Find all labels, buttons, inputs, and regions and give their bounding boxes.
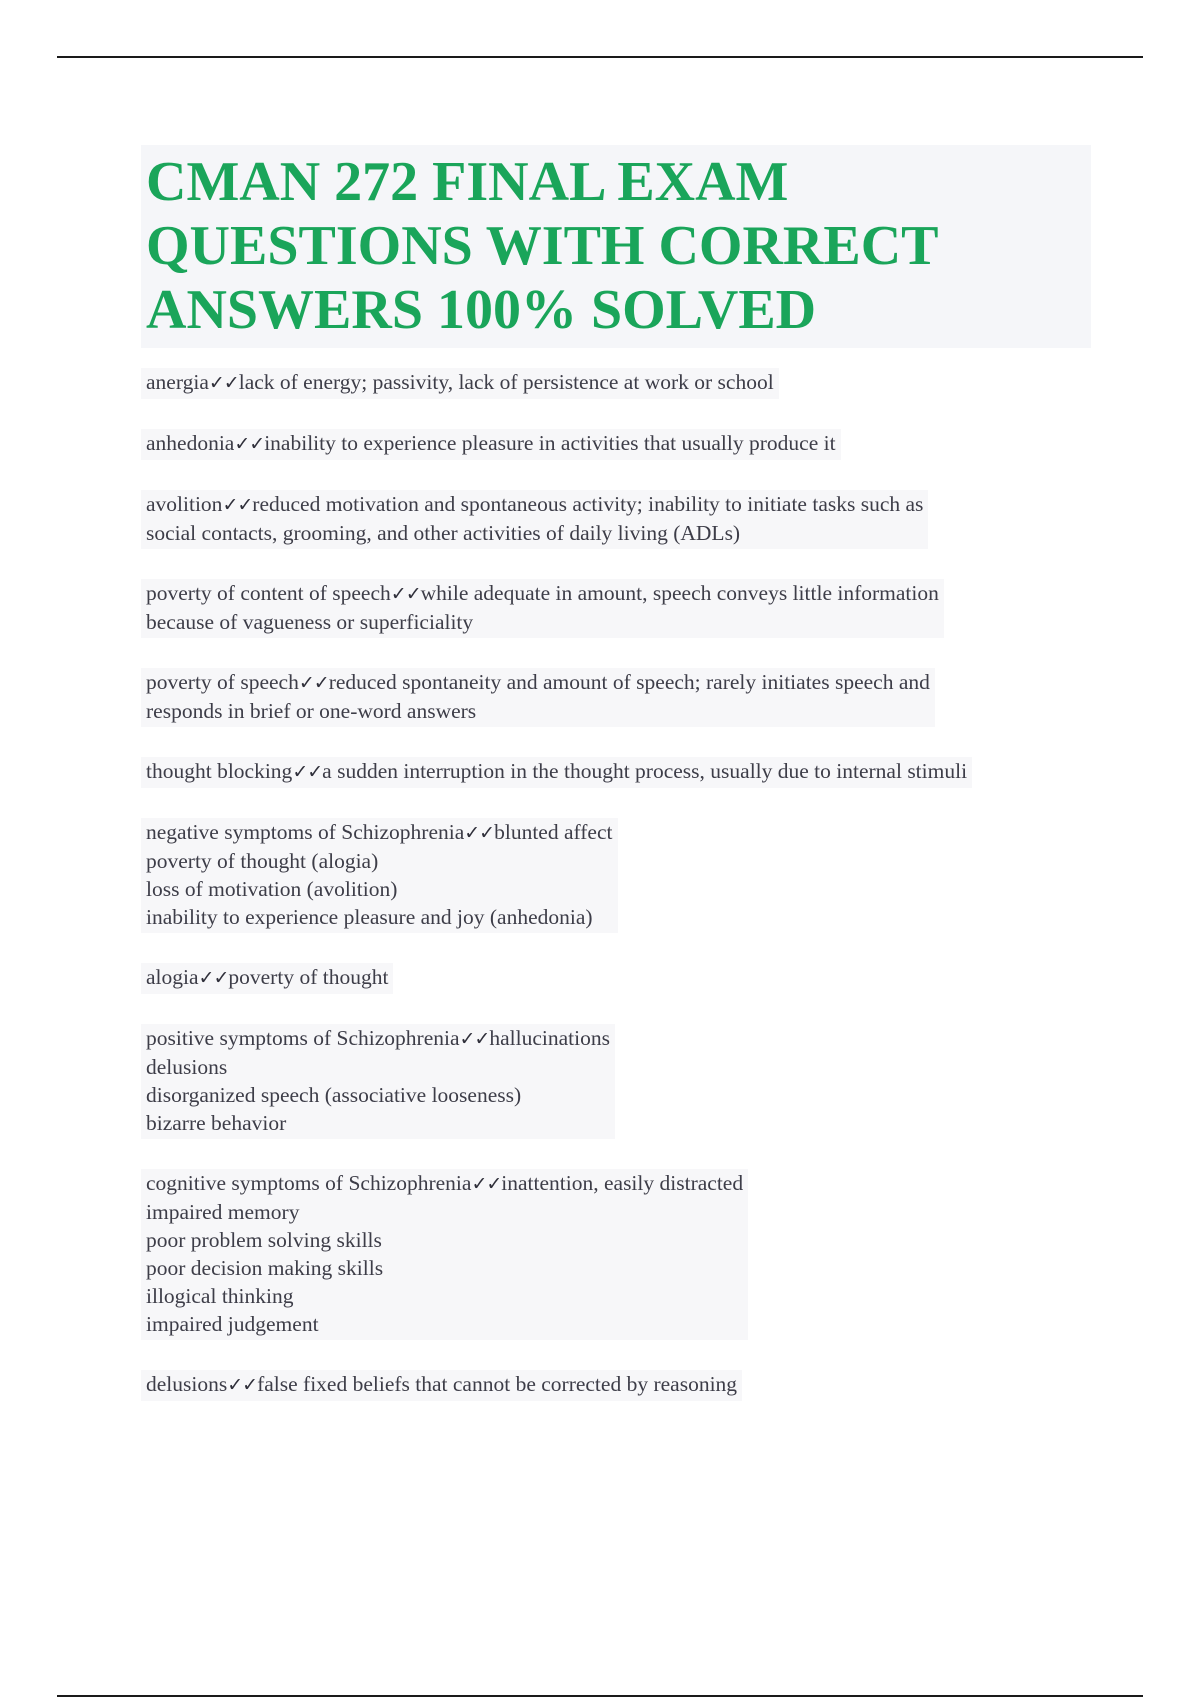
entry-answer: while adequate in amount, speech conveys little information because of vagueness or superficiality xyxy=(146,581,939,634)
entry-answer: poverty of thought xyxy=(228,965,389,989)
flashcard-entry xyxy=(141,1024,615,1139)
flashcard-entry xyxy=(141,963,393,994)
double-check-icon: ✓✓ xyxy=(234,433,265,455)
flashcard-entry xyxy=(141,368,779,399)
entry-answer: reduced spontaneity and amount of speech; rarely initiates speech and responds in brief or one-word answers xyxy=(146,670,930,723)
entry-answer: blunted affect poverty of thought (alogia) loss of motivation (avolition) inability to experience pleasure and joy (anhedonia) xyxy=(146,820,613,929)
flashcard-list xyxy=(141,368,1141,1431)
flashcard-entry xyxy=(141,490,928,549)
bottom-rule xyxy=(57,1695,1143,1697)
double-check-icon: ✓✓ xyxy=(471,1173,502,1195)
entry-term: alogia xyxy=(146,965,199,989)
flashcard-entry xyxy=(141,668,935,727)
entry-answer: inability to experience pleasure in activities that usually produce it xyxy=(264,431,836,455)
entry-term: negative symptoms of Schizophrenia xyxy=(146,820,465,844)
flashcard-entry xyxy=(141,579,944,638)
flashcard-entry xyxy=(141,1169,748,1340)
entry-term: positive symptoms of Schizophrenia xyxy=(146,1026,460,1050)
flashcard-entry xyxy=(141,429,841,460)
double-check-icon: ✓✓ xyxy=(208,372,239,394)
entry-answer: reduced motivation and spontaneous activity; inability to initiate tasks such as social contacts, grooming, and other activities of daily living (ADLs) xyxy=(146,492,924,545)
entry-answer: a sudden interruption in the thought process, usually due to internal stimuli xyxy=(322,759,968,783)
entry-answer: inattention, easily distracted impaired memory poor problem solving skills poor decision making skills illogical thinking impaired judgement xyxy=(146,1171,744,1336)
entry-term: thought blocking xyxy=(146,759,293,783)
double-check-icon: ✓✓ xyxy=(227,1374,258,1396)
double-check-icon: ✓✓ xyxy=(459,1028,490,1050)
title-line-2: QUESTIONS WITH CORRECT xyxy=(146,215,939,277)
entry-term: poverty of speech xyxy=(146,670,299,694)
entry-answer: hallucinations delusions disorganized speech (associative looseness) bizarre behavior xyxy=(146,1026,610,1135)
flashcard-entry xyxy=(141,818,618,933)
entry-term: delusions xyxy=(146,1372,228,1396)
entry-answer: lack of energy; passivity, lack of persistence at work or school xyxy=(238,370,774,394)
top-rule xyxy=(57,56,1143,58)
double-check-icon: ✓✓ xyxy=(198,967,229,989)
title-line-1: CMAN 272 FINAL EXAM xyxy=(146,151,789,213)
entry-term: cognitive symptoms of Schizophrenia xyxy=(146,1171,472,1195)
double-check-icon: ✓✓ xyxy=(390,583,421,605)
entry-term: anhedonia xyxy=(146,431,235,455)
flashcard-entry xyxy=(141,1370,742,1401)
entry-answer: false fixed beliefs that cannot be corrected by reasoning xyxy=(257,1372,738,1396)
double-check-icon: ✓✓ xyxy=(464,822,495,844)
flashcard-entry xyxy=(141,757,972,788)
double-check-icon: ✓✓ xyxy=(298,672,329,694)
entry-term: avolition xyxy=(146,492,223,516)
double-check-icon: ✓✓ xyxy=(292,761,323,783)
entry-term: anergia xyxy=(146,370,209,394)
double-check-icon: ✓✓ xyxy=(222,494,253,516)
document-title xyxy=(141,145,1091,348)
title-line-3: ANSWERS 100% SOLVED xyxy=(146,279,817,341)
entry-term: poverty of content of speech xyxy=(146,581,391,605)
